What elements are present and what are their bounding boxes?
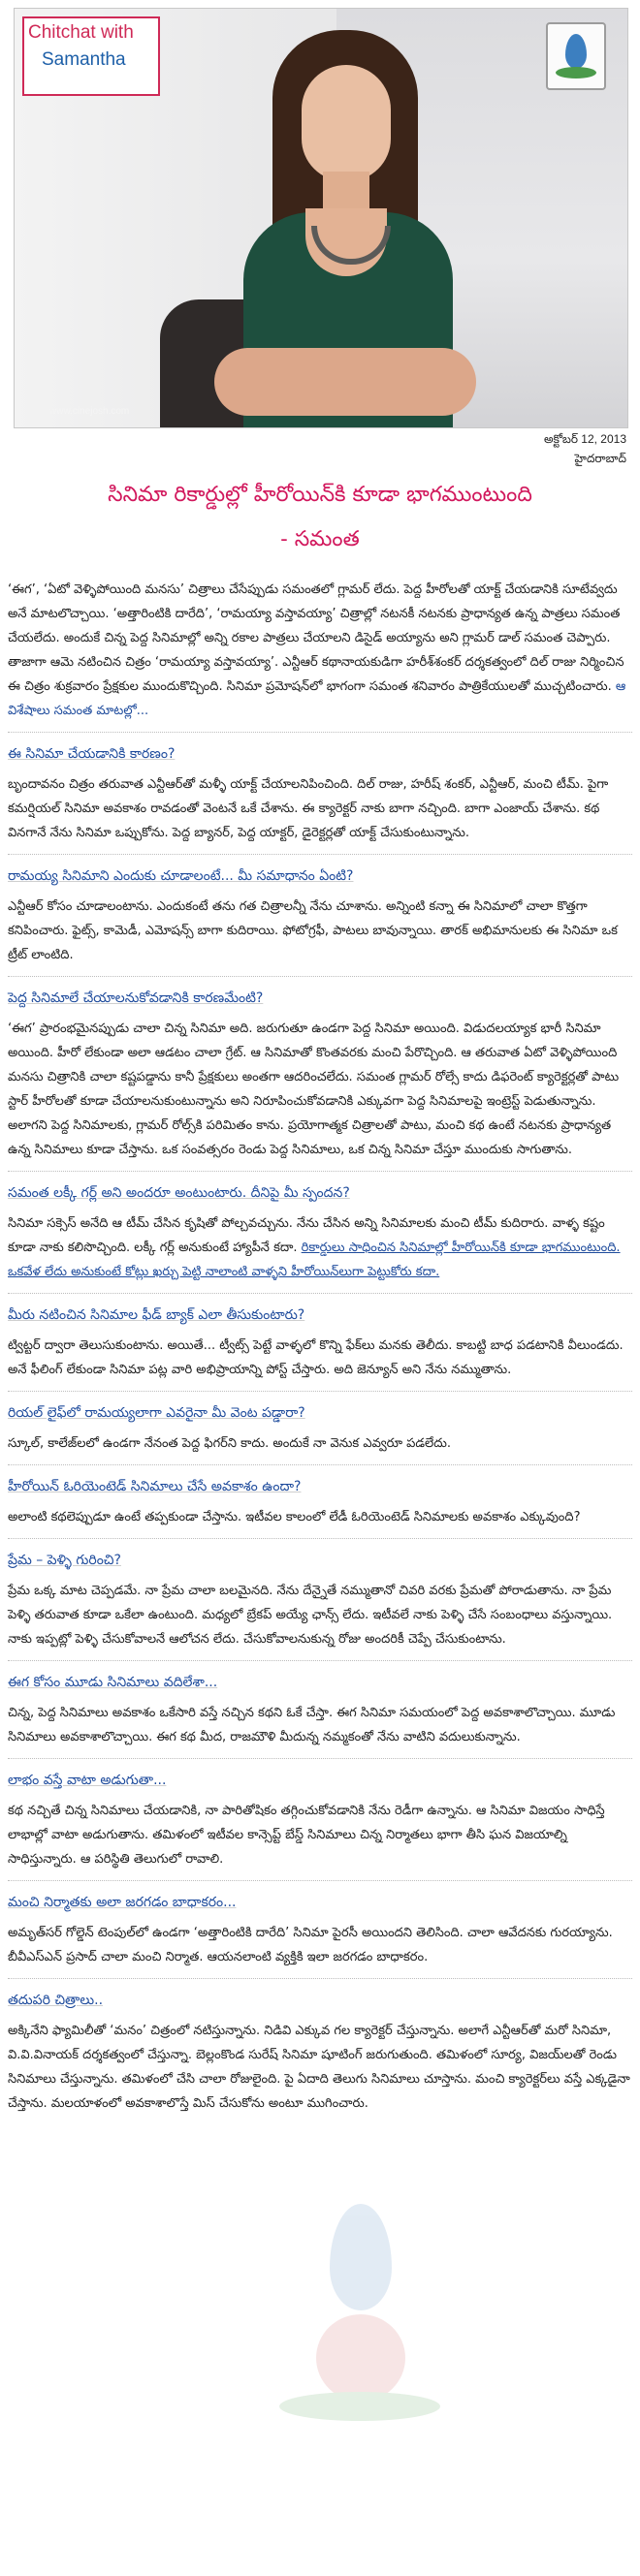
logo-leaf-icon (556, 67, 596, 79)
dateline-place: హైదరాబాద్ (574, 452, 626, 465)
answer-12: అక్కినేని ఫ్యామిలీతో ‘మనం’ చిత్రంలో నటిస్తున్నాను. నిడివి ఎక్కువ గల క్యారెక్టర్ చేస్తున్నాను. అలాగే ఎన్టీఆర్‌తో మరో సినిమా, వి.వి.వినాయక్ దర్శకత్వంలో చేస్తున్నా. బెల్లంకొండ సురేష్ సినిమా షూటింగ్ జరుగుతుంది. తమిళంలో సూర్య, విజయ్‌లతో రెండు సినిమాలు చేస్తున్నాను. తమిళంలో చేసి చాలా రోజులైంది. పై ఏదాది తెలుగు సినిమాలు చూస్తాను. మంచి క్యారెక్టర్‌లు వస్తే ఎక్కడైనా చేస్తాను. మలయాళంలో అవకాశాలొస్తే మిస్ చేసుకోను అంటూ ముగించారు. (8, 2024, 630, 2111)
divider (8, 976, 632, 977)
answer-8: ప్రేమ ఒక్క మాట చెప్పడమే. నా ప్రేమ చాలా బలమైనది. నేను దేన్నైతే నమ్ముతానో చివరి వరకు ప్రేమతో పోరాడుతాను. నా ప్రేమ పెళ్ళి తరువాత కూడా ఒకేలా ఉంటుంది. మధ్యలో బ్రేకప్ అయ్యే ఛాన్స్ లేదు. ఇటీవలే నాకు పెళ్ళి చేసే సంబంధాలు వస్తున్నాయి. నాకు ఇప్పట్లో పెళ్ళి చేసుకోవాలనే ఆలోచన లేదు. చేసుకోవాలనుకున్న రోజు అందరికీ చెప్పే చేసుకుంటాను. (8, 1584, 613, 1647)
answer-1: బృందావనం చిత్రం తరువాత ఎన్టీఆర్‌తో మళ్ళీ యాక్ట్ చేయాలనిపించింది. దిల్ రాజు, హరీష్ శంకర్, ఎన్టీఆర్, మంచి టీమ్. పైగా కమర్షియల్ సినిమా అవకాశం రావడంతో వెంటనే ఒకే చేశాను. ఈ క్యారెక్టర్ నాకు బాగా నచ్చింది. బాగా ఎంజాయ్ చేశాను. కథ వినగానే నేను సినిమా ఒప్పుకోను. పెద్ద బ్యానర్, పెద్ద యాక్టర్, డైరెక్టర్లతో యాక్ట్ చేసుకుంటున్నాను. (8, 777, 609, 840)
hero-arms (214, 348, 476, 416)
divider (8, 1538, 632, 1539)
bg-logo-leaf (279, 2392, 440, 2421)
answer-10: కథ నచ్చితే చిన్న సినిమాలు చేయడానికి, నా పారితోషికం తగ్గించుకోవడానికి నేను రెడీగా ఉన్నాను. ఆ సినిమా విజయం సాధిస్తే లాభాల్లో వాటా అడుగుతాను. తమిళంలో ఇటీవల కాన్సెప్ట్ బేస్డ్ సినిమాలు చిన్న నిర్మాతలు భాగా తీసి ఘన విజయాల్ని సాధిస్తున్నారు. ఆ పరిస్థితి తెలుగులో రావాలి. (8, 1804, 605, 1867)
question-2: రామయ్య సినిమాని ఎందుకు చూడాలంటే... మీ సమాధానం ఏంటి? (8, 868, 354, 884)
divider (8, 732, 632, 733)
bg-logo-face (316, 2314, 405, 2402)
divider (8, 1464, 632, 1465)
answer-4-text: సినిమా సక్సెస్ అనేది ఆ టీమ్ చేసిన కృషితో పోల్చవచ్చును. నేను చేసిన అన్ని సినిమాలకు మంచి టీమ్ కుదిరారు. వాళ్ళ కష్టం కూడా నాకు కలిసొచ్చింది. లక్కీ గర్ల్ అనుకుంటే హ్యాపీనే కదా. (8, 1216, 605, 1255)
logo-drop-icon (565, 34, 587, 69)
question-10: లాభం వస్తే వాటా అడుగుతా... (8, 1773, 167, 1788)
intro-highlight: ఆ విశేషాలు సమంత మాటల్లో... (8, 679, 626, 718)
question-1: ఈ సినిమా చేయడానికి కారణం? (8, 746, 176, 762)
photo-watermark: www.cinejosh.com (49, 406, 130, 417)
question-12: తదుపరి చిత్రాలు.. (8, 1993, 104, 2008)
question-9: ఈగ కోసం మూడు సినిమాలు వదిలేశా... (8, 1675, 218, 1690)
answer-5: ట్విట్టర్ ద్వారా తెలుసుకుంటాను. అయితే... ట్వీట్స్ పెట్టే వాళ్ళలో కొన్ని ఫేక్‌లు మనకు తెలీదు. కాబట్టి బాధ పడటానికి వీలుండదు. అనే ఫీలింగ్ లేకుండా సినిమా పట్ల వారి అభిప్రాయాన్ని పోస్ట్ చేస్తారు. అది జెన్యూన్ అని నేను నమ్ముతాను. (8, 1338, 624, 1377)
divider (8, 1171, 632, 1172)
divider (8, 1978, 632, 1979)
answer-11: అమృత్‌సర్ గోల్డెన్ టెంపుల్‌లో ఉండగా ‘అత్తారింటికి దారేది’ సినిమా పైరసీ అయిందని తెలిసింది. చాలా ఆవేదనకు గురయ్యాను. బీవీఎస్ఎన్ ప్రసాద్ చాలా మంచి నిర్మాత. ఆయనలాంటి వ్యక్తికి ఇలా జరగడం బాధాకరం. (8, 1926, 613, 1964)
answer-6: స్కూల్, కాలేజ్‌లలో ఉండగా నేనంత పెద్ద ఫిగర్‌ని కాదు. అందుకే నా వెనుక ఎవ్వరూ పడలేదు. (8, 1436, 452, 1451)
divider (8, 1660, 632, 1661)
answer-4 (8, 1211, 632, 1284)
article-headline: సినిమా రికార్డుల్లో హీరోయిన్‌కి కూడా భాగముంటుంది (108, 483, 532, 507)
divider (8, 1758, 632, 1759)
question-8: ప్రేమ – పెళ్ళి గురించి? (8, 1553, 121, 1568)
background-logo-icon (273, 2198, 446, 2431)
question-4: సమంత లక్కీ గర్ల్ అని అందరూ అంటుంటారు. దీనిపై మీ స్పందన? (8, 1185, 350, 1201)
answer-2: ఎన్టీఆర్ కోసం చూడాలంటాను. ఎందుకంటే తను గత చిత్రాలన్నీ నేను చూశాను. అన్నింటి కన్నా ఈ సినిమాలో చాలా కొత్తగా కనిపించారు. ఫైట్స్, కామెడీ, ఎమోషన్స్ బాగా కుదిరాయి. ఫోటోగ్రఫీ, పాటలు బావున్నాయి. తారక్ అభిమానులకు ఈ సినిమా ఒక ట్రీట్ లాంటిది. (8, 899, 618, 962)
publish-date: అక్టోబర్ 12, 2013 (543, 432, 626, 446)
article-byline: - సమంత (280, 527, 360, 551)
chitchat-label: Chitchat with (28, 22, 134, 43)
article-body (8, 578, 632, 2124)
question-6: రియల్ లైఫ్‌లో రామయ్యలాగా ఎవరైనా మీ వెంట పడ్డారా? (8, 1405, 305, 1421)
question-7: హీరోయిన్ ఓరియెంటెడ్ సినిమాలు చేసే అవకాశం ఉందా? (8, 1479, 302, 1494)
divider (8, 1391, 632, 1392)
answer-3: ‘ఈగ’ ప్రారంభమైనప్పుడు చాలా చిన్న సినిమా అది. జరుగుతూ ఉండగా పెద్ద సినిమా అయింది. విడుదలయ్యాక భారీ సినిమా అయింది. హీరో లేకుండా అలా ఆడటం చాలా గ్రేట్. ఆ సినిమాతో కొంతవరకు మంచి పేరొచ్చింది. ఆ తరువాత ఏటో వెళ్ళిపోయింది మనసు చిత్రానికి చాలా కష్టపడ్డాను కానీ ప్రేక్షకులు అంతగా ఆదరించలేదు. సమంత గ్లామర్ రోల్సే కాదు డిఫరెంట్ క్యారెక్టర్లతో పాటు స్టార్ హీరోలతో కూడా చేయాలనుకుంటున్నాను అని నిరూపించుకోవడానికి ఎక్కువగా పెద్ద సినిమాలపై ఇంట్రెస్ట్ పెడుతున్నాను. అలాగని పెద్ద సినిమాలకు, గ్లామర్ రోల్స్‌కి పరిమితం కాను. ప్రయోగాత్మక చిత్రాలతో పాటు, మంచి కథ ఉంటే నటనకు ప్రాధాన్యత ఉన్న సినిమాలు కూడా చేస్తాను. ఒక సంవత్సరం రెండు పెద్ద సినిమాలు, ఒక చిన్న సినిమా చేస్తూ ముందుకు సాగుతాను. (8, 1021, 620, 1157)
intro-paragraph (8, 578, 632, 723)
divider (8, 854, 632, 855)
chitchat-name: Samantha (42, 49, 126, 70)
question-5: మీరు నటించిన సినిమాల ఫీడ్ బ్యాక్ ఎలా తీసుకుంటారు? (8, 1307, 305, 1323)
hero-face (302, 65, 391, 181)
question-11: మంచి నిర్మాతకు అలా జరగడం బాధాకరం... (8, 1895, 237, 1910)
answer-7: అలాంటి కథలెప్పుడూ ఉంటే తప్పకుండా చేస్తాను. ఇటీవల కాలంలో లేడీ ఓరియెంటెడ్ సినిమాలకు అవకాశం ఎక్కువుంది? (8, 1510, 581, 1524)
hero-photo (14, 8, 628, 428)
divider (8, 1293, 632, 1294)
intro-text: ‘ఈగ’, ‘ఏటో వెళ్ళిపోయింది మనసు’ చిత్రాలు చేసేప్పుడు సమంతలో గ్లామర్ లేదు. పెద్ద హీరోలతో యాక్ట్ చేయడానికి సూటేవ్వదు అనే మాటలొచ్చాయి. ‘అత్తారింటికి దారేది’, ‘రామయ్యా వస్తావయ్యా’ చిత్రాల్లో నటనకీ నటనకు ప్రాధాన్యత ఉన్న పాత్రలు సమంత చేయలేదు. అందుకే చిన్న పెద్ద సినిమాల్లో అన్ని రకాల పాత్రలు చేయాలని డిసైడ్ అయ్యాను అని గ్లామర్ డాల్ సమంత చెప్పారు. తాజాగా ఆమె నటించిన చిత్రం ‘రామయ్యా వస్తావయ్యా’. ఎన్టీఆర్ కథానాయకుడిగా హరీశ్‌శంకర్ దర్శకత్వంలో దిల్ రాజు నిర్మించిన ఈ చిత్రం శుక్రవారం ప్రేక్షకుల ముందుకొచ్చింది. సినిమా ప్రమోషన్‌లో భాగంగా సమంత శనివారం పాత్రికేయులతో ముచ్చటించారు. (8, 582, 624, 694)
divider (8, 1880, 632, 1881)
site-logo-icon (546, 22, 606, 90)
answer-4-highlight: రికార్డులు సాధించిన సినిమాల్లో హీరోయిన్‌కి కూడా భాగముంటుంది. ఒకవేళ లేదు అనుకుంటే కోట్లు ఖర్చు పెట్టి నాలాంటి వాళ్ళని హీరోయిన్‌లుగా పెట్టుకోరు కదా. (8, 1241, 621, 1279)
bg-logo-drop (330, 2204, 392, 2310)
answer-9: చిన్న, పెద్ద సినిమాలు అవకాశం ఒకేసారి వస్తే నచ్చిన కథని ఓకే చేస్తా. ఈగ సినిమా సమయంలో పెద్ద అవకాశాలొచ్చాయి. మూడు సినిమాలు అవకాశాలొచ్చాయి. ఈగ కథ మీద, రాజమౌళి మీదున్న నమ్మకంతో నేను వాటిని వదులుకున్నాను. (8, 1706, 616, 1744)
question-3: పెద్ద సినిమాలే చేయాలనుకోవడానికి కారణమేంటి? (8, 990, 264, 1006)
